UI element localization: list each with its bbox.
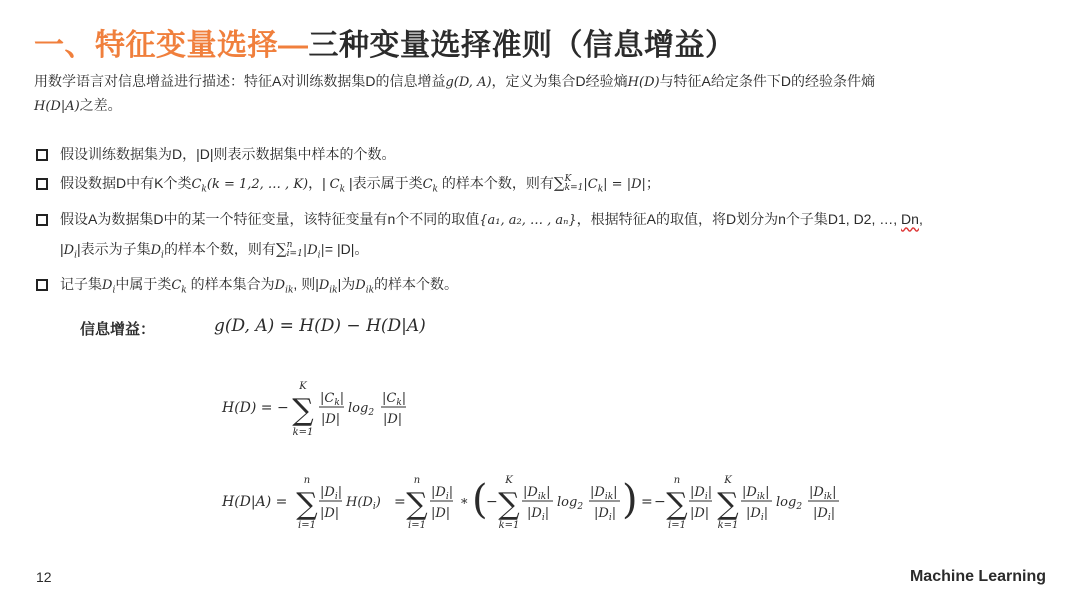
assumption-list	[34, 140, 1044, 306]
svg-text:|Di|: $|D_i|$	[320, 485, 343, 502]
svg-text:|Dik|: $|D_{ik}|$	[523, 485, 551, 502]
bullet-math: $C_k(k = 1,2$, … , K)	[191, 177, 309, 195]
svg-text:|Ck|: $|C_k|$	[382, 391, 407, 408]
intro-math: H(D)	[627, 75, 660, 90]
intro-math: H(D|A)	[34, 99, 80, 114]
sum-lower-limit: i=1	[286, 248, 303, 259]
bullet-text: 的样本个数。	[374, 276, 459, 293]
intro-math: g(D, A)	[445, 75, 492, 90]
square-bullet-icon	[36, 214, 48, 226]
sum-lower-limit: i=1	[668, 520, 686, 531]
fraction-dik-over-di	[522, 485, 553, 523]
svg-text:|D|: |D|	[383, 412, 403, 427]
bullet-math: $C_k$	[422, 177, 439, 195]
bullet-text: 的样本个数，则有	[438, 175, 554, 191]
summation-symbol: ∑	[275, 239, 287, 258]
svg-text:|D|: |D|	[321, 412, 341, 427]
bullet-math: $D_i$	[150, 242, 164, 261]
h-di-term: $H(D_i)$	[346, 495, 381, 512]
bullet-text: 的样本集合为	[186, 276, 275, 293]
summation-symbol: ∑	[498, 487, 520, 522]
bullet-text: 假设训练数据集为D，|D|则表示数据集中样本的个数。	[60, 146, 396, 162]
bullet-math: $D_i$	[102, 278, 116, 296]
bullet-text: |为	[337, 276, 356, 293]
fraction-dik-over-di	[808, 485, 839, 523]
bullet-text: , 则|	[293, 276, 319, 293]
fraction-di-over-d	[430, 485, 453, 521]
equals-sign: =	[641, 494, 653, 510]
bullet-math: $C_k$	[329, 177, 346, 195]
fraction-di-over-d	[319, 485, 342, 521]
intro-paragraph	[34, 70, 1034, 118]
intro-text: 之差。	[79, 97, 122, 113]
bullet-text: 假设A为数据集D中的某一个特征变量，该特征变量有n个不同的取值	[60, 210, 480, 227]
bullet-math: {a₁, a₂, … , aₙ}	[479, 212, 577, 228]
page-number: 12	[36, 569, 52, 585]
fraction-ck-over-d	[381, 391, 406, 427]
list-item	[34, 270, 1044, 306]
svg-text:|Dik|: $|D_{ik}|$	[590, 485, 618, 502]
log-symbol: $\log_2$	[776, 495, 803, 512]
intro-text: 与特征A给定条件下D的经验条件熵	[659, 73, 876, 89]
svg-text:|Di|: $|D_i|$	[527, 506, 550, 523]
bullet-text: ,	[918, 210, 923, 227]
entropy-lhs: H(D) = −	[222, 400, 289, 416]
svg-text:|Di|: $|D_i|$	[746, 506, 769, 523]
summation-symbol: ∑	[406, 487, 428, 522]
summation-symbol: ∑	[553, 174, 565, 192]
left-paren: (	[472, 477, 488, 523]
sum-upper-limit: K	[505, 475, 513, 486]
footer-brand: Machine Learning	[909, 568, 1046, 585]
list-item	[34, 169, 1044, 205]
summation-symbol: ∑	[296, 487, 318, 522]
minus-sign: −	[486, 494, 498, 510]
bullet-text: |表示属于类	[345, 175, 423, 191]
bullet-math: $C_k$	[171, 278, 187, 296]
summation-symbol: ∑	[666, 487, 688, 522]
bullet-text: 假设数据D中有K个类	[60, 175, 192, 191]
minus-sign: −	[654, 494, 666, 510]
bullet-math: $|D_i|$	[302, 242, 325, 261]
bullet-text: 的样本个数，则有	[163, 240, 276, 257]
conditional-lhs: H(D|A) =	[222, 494, 288, 510]
svg-text:|Di|: $|D_i|$	[594, 506, 617, 523]
bullet-text: |表示为子集	[76, 240, 151, 257]
bullet-math: $D_i$	[63, 242, 77, 261]
fraction-di-over-d	[689, 485, 712, 521]
sum-lower-limit: i=1	[298, 520, 316, 531]
sum-upper-limit: K	[564, 174, 572, 185]
sum-upper-limit: n	[303, 475, 311, 486]
sum-upper-limit: n	[673, 475, 681, 486]
square-bullet-icon	[36, 279, 48, 291]
gain-formula: g(D, A) = H(D) − H(D|A)	[214, 316, 426, 336]
svg-text:|D|: |D|	[431, 506, 451, 521]
slide-title	[34, 20, 736, 64]
title-accent: 一、特征变量选择—	[34, 29, 309, 62]
svg-text:|Ck|: $|C_k|$	[320, 391, 345, 408]
spellcheck-word: Dn	[901, 210, 919, 227]
bullet-math: $D_{ik}$	[274, 278, 294, 296]
bullet-text: ；	[645, 175, 660, 191]
svg-text:|Di|: $|D_i|$	[431, 485, 454, 502]
equals-sign: =	[394, 494, 406, 510]
fraction-dik-over-di	[741, 485, 772, 523]
fraction-ck-over-d	[319, 391, 344, 427]
fraction-dik-over-di	[589, 485, 620, 523]
sum-lower-limit: k=1	[292, 427, 314, 438]
bullet-text: ，|	[308, 175, 330, 191]
summation-symbol: ∑	[292, 393, 314, 428]
sum-upper-limit: K	[724, 475, 732, 486]
sum-upper-limit: K	[299, 381, 307, 392]
right-paren: )	[622, 477, 638, 523]
sum-lower-limit: k=1	[498, 520, 520, 531]
svg-text:|Di|: $|D_i|$	[813, 506, 836, 523]
log-symbol: $\log_2$	[557, 495, 584, 512]
bullet-math: $D_{ik}$	[318, 278, 338, 296]
bullet-text: 记子集	[60, 276, 102, 293]
bullet-math: $D_{ik}$	[355, 278, 375, 296]
bullet-text: 中属于类	[115, 276, 172, 293]
square-bullet-icon	[36, 178, 48, 190]
gain-label: 信息增益：	[80, 321, 156, 338]
summation-symbol: ∑	[717, 487, 739, 522]
sum-lower-limit: k=1	[564, 183, 584, 194]
intro-text: 用数学语言对信息增益进行描述：特征A对训练数据集D的信息增益	[34, 73, 446, 89]
sum-lower-limit: k=1	[717, 520, 739, 531]
list-item	[34, 205, 1044, 271]
sum-upper-limit: n	[413, 475, 421, 486]
bullet-math: $|C_k| = |D|$	[583, 177, 646, 195]
square-bullet-icon	[36, 149, 48, 161]
svg-text:|D|: |D|	[690, 506, 710, 521]
entropy-formula	[220, 374, 480, 450]
bullet-text: ，根据特征A的取值，将D划分为n个子集D1, D2, …,	[576, 210, 902, 227]
conditional-entropy-formula	[220, 466, 860, 542]
list-item	[34, 140, 1044, 169]
title-rest: 三种变量选择准则（信息增益）	[308, 29, 736, 62]
sum-lower-limit: i=1	[408, 520, 426, 531]
intro-text: ，定义为集合D经验熵	[491, 73, 628, 89]
svg-text:|Dik|: $|D_{ik}|$	[742, 485, 770, 502]
sum-upper-limit: n	[286, 239, 293, 250]
bullet-text: |	[60, 240, 64, 257]
svg-text:|D|: |D|	[320, 506, 340, 521]
times-sign: *	[461, 497, 468, 512]
svg-text:|Dik|: $|D_{ik}|$	[809, 485, 837, 502]
log-symbol: $\log_2$	[348, 401, 375, 418]
svg-text:|Di|: $|D_i|$	[690, 485, 713, 502]
bullet-text: = |D|。	[324, 240, 369, 257]
